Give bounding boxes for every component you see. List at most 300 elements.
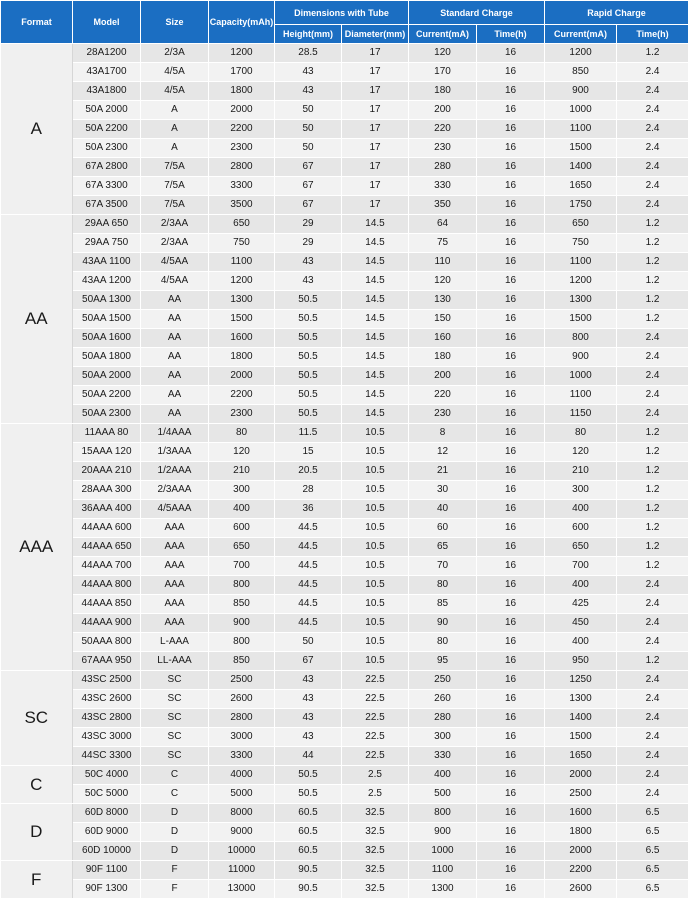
time-rapid-cell: 1.2 <box>617 443 688 462</box>
size-cell: SC <box>141 709 209 728</box>
diameter-cell: 17 <box>342 82 409 101</box>
time-rapid-cell: 2.4 <box>617 576 688 595</box>
size-cell: 4/5AA <box>141 253 209 272</box>
size-cell: AA <box>141 386 209 405</box>
header-height: Height(mm) <box>275 25 342 44</box>
time-standard-cell: 16 <box>477 823 545 842</box>
height-cell: 90.5 <box>275 880 342 899</box>
time-rapid-cell: 1.2 <box>617 44 688 63</box>
current-standard-cell: 150 <box>409 310 477 329</box>
time-rapid-cell: 2.4 <box>617 367 688 386</box>
capacity-cell: 800 <box>209 633 275 652</box>
time-standard-cell: 16 <box>477 253 545 272</box>
model-cell: 43AA 1200 <box>73 272 141 291</box>
height-cell: 44.5 <box>275 538 342 557</box>
model-cell: 50A 2000 <box>73 101 141 120</box>
height-cell: 50.5 <box>275 310 342 329</box>
size-cell: AA <box>141 405 209 424</box>
diameter-cell: 14.5 <box>342 386 409 405</box>
height-cell: 60.5 <box>275 823 342 842</box>
size-cell: 7/5A <box>141 196 209 215</box>
size-cell: AAA <box>141 519 209 538</box>
table-row <box>1 709 688 728</box>
size-cell: C <box>141 766 209 785</box>
current-rapid-cell: 210 <box>545 462 617 481</box>
current-standard-cell: 60 <box>409 519 477 538</box>
model-cell: 43SC 2500 <box>73 671 141 690</box>
table-row <box>1 139 688 158</box>
height-cell: 29 <box>275 215 342 234</box>
capacity-cell: 1200 <box>209 44 275 63</box>
header-format: Format <box>1 1 73 44</box>
size-cell: 1/4AAA <box>141 424 209 443</box>
capacity-cell: 850 <box>209 652 275 671</box>
model-cell: 43SC 2800 <box>73 709 141 728</box>
time-standard-cell: 16 <box>477 842 545 861</box>
capacity-cell: 4000 <box>209 766 275 785</box>
size-cell: 4/5AAA <box>141 500 209 519</box>
table-row <box>1 367 688 386</box>
size-cell: SC <box>141 671 209 690</box>
size-cell: 1/3AAA <box>141 443 209 462</box>
current-standard-cell: 200 <box>409 367 477 386</box>
capacity-cell: 700 <box>209 557 275 576</box>
current-standard-cell: 65 <box>409 538 477 557</box>
height-cell: 60.5 <box>275 804 342 823</box>
current-rapid-cell: 1300 <box>545 690 617 709</box>
capacity-cell: 2500 <box>209 671 275 690</box>
model-cell: 50C 4000 <box>73 766 141 785</box>
size-cell: A <box>141 101 209 120</box>
model-cell: 43AA 1100 <box>73 253 141 272</box>
diameter-cell: 22.5 <box>342 690 409 709</box>
model-cell: 90F 1100 <box>73 861 141 880</box>
model-cell: 28A1200 <box>73 44 141 63</box>
table-row <box>1 728 688 747</box>
table-row <box>1 690 688 709</box>
table-row <box>1 272 688 291</box>
model-cell: 44AAA 600 <box>73 519 141 538</box>
current-rapid-cell: 950 <box>545 652 617 671</box>
capacity-cell: 600 <box>209 519 275 538</box>
model-cell: 44AAA 700 <box>73 557 141 576</box>
time-rapid-cell: 2.4 <box>617 101 688 120</box>
time-standard-cell: 16 <box>477 728 545 747</box>
time-standard-cell: 16 <box>477 785 545 804</box>
height-cell: 50.5 <box>275 766 342 785</box>
time-standard-cell: 16 <box>477 234 545 253</box>
time-standard-cell: 16 <box>477 158 545 177</box>
time-rapid-cell: 6.5 <box>617 880 688 899</box>
height-cell: 50.5 <box>275 367 342 386</box>
diameter-cell: 10.5 <box>342 652 409 671</box>
time-rapid-cell: 1.2 <box>617 462 688 481</box>
current-rapid-cell: 1650 <box>545 747 617 766</box>
height-cell: 50.5 <box>275 329 342 348</box>
model-cell: 67A 3500 <box>73 196 141 215</box>
diameter-cell: 2.5 <box>342 785 409 804</box>
table-row <box>1 500 688 519</box>
table-row <box>1 747 688 766</box>
height-cell: 50.5 <box>275 386 342 405</box>
size-cell: D <box>141 842 209 861</box>
time-standard-cell: 16 <box>477 519 545 538</box>
table-row <box>1 671 688 690</box>
capacity-cell: 9000 <box>209 823 275 842</box>
height-cell: 36 <box>275 500 342 519</box>
time-standard-cell: 16 <box>477 880 545 899</box>
table-row <box>1 405 688 424</box>
model-cell: 67A 2800 <box>73 158 141 177</box>
header-size: Size <box>141 1 209 44</box>
time-standard-cell: 16 <box>477 63 545 82</box>
time-standard-cell: 16 <box>477 291 545 310</box>
model-cell: 50AA 1800 <box>73 348 141 367</box>
capacity-cell: 210 <box>209 462 275 481</box>
model-cell: 44AAA 850 <box>73 595 141 614</box>
current-rapid-cell: 2200 <box>545 861 617 880</box>
current-standard-cell: 200 <box>409 101 477 120</box>
current-standard-cell: 120 <box>409 272 477 291</box>
table-row <box>1 253 688 272</box>
current-standard-cell: 110 <box>409 253 477 272</box>
time-rapid-cell: 2.4 <box>617 120 688 139</box>
size-cell: AA <box>141 329 209 348</box>
current-rapid-cell: 1500 <box>545 728 617 747</box>
model-cell: 43SC 2600 <box>73 690 141 709</box>
time-standard-cell: 16 <box>477 481 545 500</box>
current-standard-cell: 30 <box>409 481 477 500</box>
table-body <box>1 44 688 899</box>
current-standard-cell: 40 <box>409 500 477 519</box>
time-rapid-cell: 1.2 <box>617 652 688 671</box>
model-cell: 60D 8000 <box>73 804 141 823</box>
table-row <box>1 101 688 120</box>
diameter-cell: 10.5 <box>342 576 409 595</box>
current-standard-cell: 230 <box>409 405 477 424</box>
model-cell: 50AA 2200 <box>73 386 141 405</box>
size-cell: 2/3AA <box>141 234 209 253</box>
capacity-cell: 850 <box>209 595 275 614</box>
height-cell: 67 <box>275 177 342 196</box>
table-row <box>1 462 688 481</box>
size-cell: AA <box>141 310 209 329</box>
diameter-cell: 17 <box>342 44 409 63</box>
current-rapid-cell: 1150 <box>545 405 617 424</box>
size-cell: L-AAA <box>141 633 209 652</box>
diameter-cell: 14.5 <box>342 367 409 386</box>
current-rapid-cell: 425 <box>545 595 617 614</box>
diameter-cell: 10.5 <box>342 595 409 614</box>
capacity-cell: 300 <box>209 481 275 500</box>
model-cell: 44AAA 900 <box>73 614 141 633</box>
current-rapid-cell: 1400 <box>545 158 617 177</box>
current-standard-cell: 85 <box>409 595 477 614</box>
time-rapid-cell: 6.5 <box>617 804 688 823</box>
current-rapid-cell: 900 <box>545 82 617 101</box>
time-standard-cell: 16 <box>477 101 545 120</box>
header-time-standard: Time(h) <box>477 25 545 44</box>
capacity-cell: 1700 <box>209 63 275 82</box>
time-standard-cell: 16 <box>477 671 545 690</box>
height-cell: 28 <box>275 481 342 500</box>
time-rapid-cell: 2.4 <box>617 614 688 633</box>
time-rapid-cell: 2.4 <box>617 348 688 367</box>
model-cell: 90F 1300 <box>73 880 141 899</box>
header-model: Model <box>73 1 141 44</box>
height-cell: 50 <box>275 120 342 139</box>
time-rapid-cell: 1.2 <box>617 538 688 557</box>
time-standard-cell: 16 <box>477 424 545 443</box>
model-cell: 50A 2200 <box>73 120 141 139</box>
time-standard-cell: 16 <box>477 196 545 215</box>
time-standard-cell: 16 <box>477 538 545 557</box>
height-cell: 90.5 <box>275 861 342 880</box>
current-rapid-cell: 1100 <box>545 120 617 139</box>
height-cell: 44.5 <box>275 614 342 633</box>
current-standard-cell: 160 <box>409 329 477 348</box>
time-rapid-cell: 2.4 <box>617 785 688 804</box>
current-standard-cell: 12 <box>409 443 477 462</box>
time-rapid-cell: 2.4 <box>617 386 688 405</box>
format-cell: AA <box>1 215 73 424</box>
height-cell: 44.5 <box>275 557 342 576</box>
time-standard-cell: 16 <box>477 747 545 766</box>
diameter-cell: 14.5 <box>342 215 409 234</box>
current-standard-cell: 1300 <box>409 880 477 899</box>
size-cell: 2/3A <box>141 44 209 63</box>
size-cell: C <box>141 785 209 804</box>
diameter-cell: 10.5 <box>342 500 409 519</box>
size-cell: 2/3AA <box>141 215 209 234</box>
diameter-cell: 32.5 <box>342 823 409 842</box>
size-cell: 4/5AA <box>141 272 209 291</box>
model-cell: 43SC 3000 <box>73 728 141 747</box>
time-rapid-cell: 6.5 <box>617 861 688 880</box>
model-cell: 29AA 650 <box>73 215 141 234</box>
model-cell: 60D 9000 <box>73 823 141 842</box>
current-standard-cell: 80 <box>409 633 477 652</box>
capacity-cell: 2200 <box>209 386 275 405</box>
current-standard-cell: 250 <box>409 671 477 690</box>
diameter-cell: 17 <box>342 120 409 139</box>
table-row <box>1 291 688 310</box>
table-row <box>1 215 688 234</box>
diameter-cell: 22.5 <box>342 728 409 747</box>
current-standard-cell: 95 <box>409 652 477 671</box>
time-rapid-cell: 1.2 <box>617 272 688 291</box>
capacity-cell: 11000 <box>209 861 275 880</box>
diameter-cell: 32.5 <box>342 861 409 880</box>
current-standard-cell: 260 <box>409 690 477 709</box>
current-rapid-cell: 400 <box>545 576 617 595</box>
model-cell: 29AA 750 <box>73 234 141 253</box>
header-standard-charge: Standard Charge <box>409 1 545 25</box>
time-rapid-cell: 2.4 <box>617 766 688 785</box>
height-cell: 50 <box>275 101 342 120</box>
diameter-cell: 17 <box>342 177 409 196</box>
current-rapid-cell: 1250 <box>545 671 617 690</box>
current-standard-cell: 500 <box>409 785 477 804</box>
height-cell: 67 <box>275 652 342 671</box>
table-row <box>1 785 688 804</box>
current-standard-cell: 280 <box>409 158 477 177</box>
height-cell: 28.5 <box>275 44 342 63</box>
format-cell: SC <box>1 671 73 766</box>
time-standard-cell: 16 <box>477 386 545 405</box>
table-row <box>1 614 688 633</box>
capacity-cell: 2000 <box>209 367 275 386</box>
size-cell: 4/5A <box>141 82 209 101</box>
current-rapid-cell: 1500 <box>545 139 617 158</box>
model-cell: 15AAA 120 <box>73 443 141 462</box>
size-cell: AAA <box>141 595 209 614</box>
capacity-cell: 8000 <box>209 804 275 823</box>
format-cell: D <box>1 804 73 861</box>
diameter-cell: 32.5 <box>342 842 409 861</box>
current-rapid-cell: 80 <box>545 424 617 443</box>
time-rapid-cell: 2.4 <box>617 690 688 709</box>
current-standard-cell: 70 <box>409 557 477 576</box>
time-rapid-cell: 2.4 <box>617 177 688 196</box>
current-rapid-cell: 1400 <box>545 709 617 728</box>
time-rapid-cell: 2.4 <box>617 158 688 177</box>
time-standard-cell: 16 <box>477 310 545 329</box>
diameter-cell: 17 <box>342 63 409 82</box>
current-standard-cell: 1100 <box>409 861 477 880</box>
capacity-cell: 1800 <box>209 82 275 101</box>
diameter-cell: 14.5 <box>342 272 409 291</box>
current-rapid-cell: 600 <box>545 519 617 538</box>
time-standard-cell: 16 <box>477 405 545 424</box>
time-rapid-cell: 6.5 <box>617 823 688 842</box>
size-cell: A <box>141 120 209 139</box>
size-cell: 7/5A <box>141 158 209 177</box>
time-standard-cell: 16 <box>477 215 545 234</box>
time-rapid-cell: 2.4 <box>617 139 688 158</box>
table-row <box>1 63 688 82</box>
current-rapid-cell: 650 <box>545 215 617 234</box>
capacity-cell: 1800 <box>209 348 275 367</box>
model-cell: 50C 5000 <box>73 785 141 804</box>
table-row <box>1 424 688 443</box>
diameter-cell: 10.5 <box>342 481 409 500</box>
diameter-cell: 10.5 <box>342 538 409 557</box>
time-rapid-cell: 1.2 <box>617 310 688 329</box>
model-cell: 67A 3300 <box>73 177 141 196</box>
current-rapid-cell: 700 <box>545 557 617 576</box>
capacity-cell: 2200 <box>209 120 275 139</box>
current-standard-cell: 8 <box>409 424 477 443</box>
capacity-cell: 400 <box>209 500 275 519</box>
diameter-cell: 22.5 <box>342 671 409 690</box>
height-cell: 44 <box>275 747 342 766</box>
current-standard-cell: 90 <box>409 614 477 633</box>
current-rapid-cell: 120 <box>545 443 617 462</box>
diameter-cell: 17 <box>342 139 409 158</box>
model-cell: 50AA 2000 <box>73 367 141 386</box>
current-rapid-cell: 650 <box>545 538 617 557</box>
capacity-cell: 1300 <box>209 291 275 310</box>
size-cell: AA <box>141 367 209 386</box>
height-cell: 43 <box>275 272 342 291</box>
size-cell: 7/5A <box>141 177 209 196</box>
capacity-cell: 650 <box>209 215 275 234</box>
capacity-cell: 750 <box>209 234 275 253</box>
diameter-cell: 14.5 <box>342 348 409 367</box>
diameter-cell: 14.5 <box>342 405 409 424</box>
current-rapid-cell: 1650 <box>545 177 617 196</box>
time-rapid-cell: 6.5 <box>617 842 688 861</box>
time-standard-cell: 16 <box>477 348 545 367</box>
current-rapid-cell: 2000 <box>545 842 617 861</box>
table-row <box>1 44 688 63</box>
capacity-cell: 2800 <box>209 158 275 177</box>
time-standard-cell: 16 <box>477 576 545 595</box>
time-standard-cell: 16 <box>477 652 545 671</box>
table-row <box>1 329 688 348</box>
diameter-cell: 17 <box>342 158 409 177</box>
capacity-cell: 3000 <box>209 728 275 747</box>
capacity-cell: 1100 <box>209 253 275 272</box>
table-row <box>1 633 688 652</box>
current-rapid-cell: 450 <box>545 614 617 633</box>
capacity-cell: 5000 <box>209 785 275 804</box>
diameter-cell: 14.5 <box>342 291 409 310</box>
height-cell: 43 <box>275 728 342 747</box>
time-rapid-cell: 2.4 <box>617 633 688 652</box>
format-cell: AAA <box>1 424 73 671</box>
table-row <box>1 842 688 861</box>
table-row <box>1 82 688 101</box>
height-cell: 67 <box>275 158 342 177</box>
height-cell: 50 <box>275 139 342 158</box>
current-standard-cell: 280 <box>409 709 477 728</box>
model-cell: 36AAA 400 <box>73 500 141 519</box>
time-standard-cell: 16 <box>477 614 545 633</box>
model-cell: 28AAA 300 <box>73 481 141 500</box>
current-rapid-cell: 400 <box>545 633 617 652</box>
model-cell: 50AA 1600 <box>73 329 141 348</box>
table-row <box>1 823 688 842</box>
current-standard-cell: 120 <box>409 44 477 63</box>
table-row <box>1 177 688 196</box>
current-standard-cell: 900 <box>409 823 477 842</box>
format-cell: A <box>1 44 73 215</box>
table-header <box>1 1 688 44</box>
size-cell: F <box>141 880 209 899</box>
height-cell: 44.5 <box>275 595 342 614</box>
height-cell: 50.5 <box>275 291 342 310</box>
capacity-cell: 2300 <box>209 405 275 424</box>
current-standard-cell: 180 <box>409 348 477 367</box>
current-standard-cell: 230 <box>409 139 477 158</box>
size-cell: A <box>141 139 209 158</box>
diameter-cell: 14.5 <box>342 310 409 329</box>
current-standard-cell: 75 <box>409 234 477 253</box>
capacity-cell: 3500 <box>209 196 275 215</box>
time-standard-cell: 16 <box>477 82 545 101</box>
current-rapid-cell: 2000 <box>545 766 617 785</box>
header-current-rapid: Current(mA) <box>545 25 617 44</box>
time-standard-cell: 16 <box>477 709 545 728</box>
current-rapid-cell: 850 <box>545 63 617 82</box>
height-cell: 43 <box>275 690 342 709</box>
table-row <box>1 519 688 538</box>
height-cell: 20.5 <box>275 462 342 481</box>
header-diameter: Diameter(mm) <box>342 25 409 44</box>
table-row <box>1 386 688 405</box>
